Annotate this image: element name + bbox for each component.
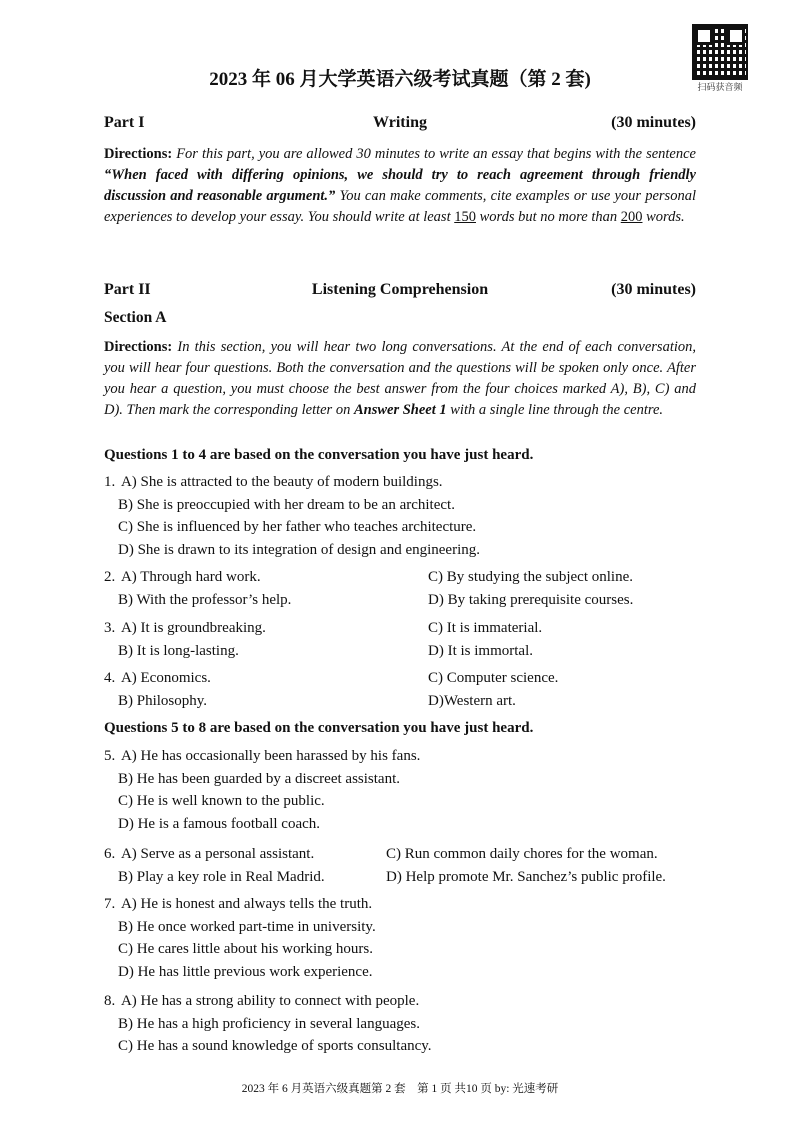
question-number: 8.	[104, 993, 116, 1009]
qr-code-icon[interactable]	[692, 24, 748, 80]
directions-text: You can make comments, cite examples or use your personal experiences to develop your essay. You should write at least	[104, 188, 696, 225]
min-words: 150	[454, 209, 476, 225]
part1-header	[104, 114, 696, 132]
part1-label: Part I	[104, 114, 145, 131]
question-number: 6.	[104, 846, 116, 862]
part1-name: Writing	[373, 114, 427, 131]
directions-text: words but no more than	[475, 209, 621, 225]
option-d[interactable]: D) By taking prerequisite courses.	[428, 591, 634, 608]
question-number: 1.	[104, 474, 116, 490]
option-c[interactable]: C) Computer science.	[428, 670, 559, 686]
part1-time: (30 minutes)	[611, 114, 696, 131]
option-b[interactable]: B) It is long-lasting.	[118, 642, 239, 659]
directions-label: Directions:	[104, 339, 173, 355]
option-a[interactable]: A) He is honest and always tells the truth.	[120, 896, 373, 912]
essay-prompt: “When faced with differing opinions, we should try to reach agreement through friendly discussion and reasonable argument.”	[104, 167, 696, 204]
option-d[interactable]: D) It is immortal.	[428, 642, 533, 659]
directions-text: words.	[642, 209, 685, 225]
option-c[interactable]: C) He has a sound knowledge of sports consultancy.	[118, 1038, 432, 1054]
question-4	[104, 667, 696, 712]
section-a-heading: Section A	[104, 309, 167, 326]
option-c[interactable]: C) She is influenced by her father who teaches architecture.	[118, 519, 477, 535]
option-b[interactable]: B) Play a key role in Real Madrid.	[118, 868, 325, 885]
option-a[interactable]: A) Through hard work.	[120, 569, 261, 585]
question-number: 3.	[104, 620, 116, 636]
option-b[interactable]: B) Philosophy.	[118, 692, 208, 709]
page-footer: 2023 年 6 月英语六级真题第 2 套 第 1 页 共10 页 by: 光速考研	[241, 1083, 559, 1095]
option-b[interactable]: B) She is preoccupied with her dream to be an architect.	[118, 496, 455, 513]
question-group-heading: Questions 5 to 8 are based on the conversation you have just heard.	[104, 720, 534, 736]
question-1	[104, 471, 696, 561]
option-c[interactable]: C) By studying the subject online.	[428, 569, 633, 585]
qr-label: 扫码获音频	[697, 83, 743, 93]
option-c[interactable]: C) It is immaterial.	[428, 620, 543, 636]
option-a[interactable]: A) It is groundbreaking.	[120, 620, 266, 636]
max-words: 200	[620, 209, 643, 225]
part2-directions	[104, 337, 696, 421]
option-b[interactable]: B) He once worked part-time in university.	[118, 918, 376, 935]
option-a[interactable]: A) Serve as a personal assistant.	[120, 846, 315, 862]
question-number: 4.	[104, 670, 116, 686]
option-a[interactable]: A) He has a strong ability to connect with people.	[120, 993, 420, 1009]
option-d[interactable]: D) Help promote Mr. Sanchez’s public profile.	[386, 868, 666, 885]
option-b[interactable]: B) With the professor’s help.	[118, 591, 292, 608]
part2-time: (30 minutes)	[611, 281, 696, 298]
option-b[interactable]: B) He has a high proficiency in several languages.	[118, 1015, 420, 1032]
part2-name: Listening Comprehension	[311, 281, 489, 298]
question-7	[104, 893, 696, 983]
part2-header	[104, 281, 696, 299]
directions-text: In this section, you will hear two long conversations. At the end of each conversation, you will hear four questions. Both the conversation and the questions will be spoken only once. After you hear a question, you must choose the best answer from the four choices marked A), B), C) and D). Then mark the corresponding letter on	[104, 339, 696, 418]
option-c[interactable]: C) Run common daily chores for the woman.	[386, 846, 658, 862]
question-group-heading: Questions 1 to 4 are based on the conversation you have just heard.	[104, 447, 534, 463]
question-2	[104, 566, 696, 611]
question-number: 7.	[104, 896, 116, 912]
part1-directions	[104, 144, 696, 228]
question-number: 5.	[104, 748, 116, 764]
option-d[interactable]: D) He is a famous football coach.	[118, 815, 321, 832]
option-d[interactable]: D) She is drawn to its integration of design and engineering.	[118, 541, 481, 558]
option-c[interactable]: C) He cares little about his working hours.	[118, 941, 373, 957]
option-b[interactable]: B) He has been guarded by a discreet assistant.	[118, 770, 400, 787]
directions-text: with a single line through the centre.	[446, 402, 664, 418]
question-number: 2.	[104, 569, 116, 585]
question-5	[104, 745, 696, 835]
directions-text: For this part, you are allowed 30 minutes to write an essay that begins with the sentence	[172, 146, 696, 162]
option-d[interactable]: D)Western art.	[428, 692, 516, 709]
answer-sheet-ref: Answer Sheet 1	[353, 402, 447, 418]
option-a[interactable]: A) He has occasionally been harassed by his fans.	[120, 748, 421, 764]
option-d[interactable]: D) He has little previous work experience.	[118, 963, 373, 980]
question-8	[104, 990, 696, 1058]
option-a[interactable]: A) She is attracted to the beauty of modern buildings.	[120, 474, 443, 490]
directions-label: Directions:	[104, 146, 173, 162]
question-6	[104, 843, 696, 888]
part2-label: Part II	[104, 281, 151, 298]
option-a[interactable]: A) Economics.	[120, 670, 211, 686]
question-3	[104, 617, 696, 662]
page-title: 2023 年 06 月大学英语六级考试真题（第 2 套)	[209, 69, 591, 90]
option-c[interactable]: C) He is well known to the public.	[118, 793, 325, 809]
